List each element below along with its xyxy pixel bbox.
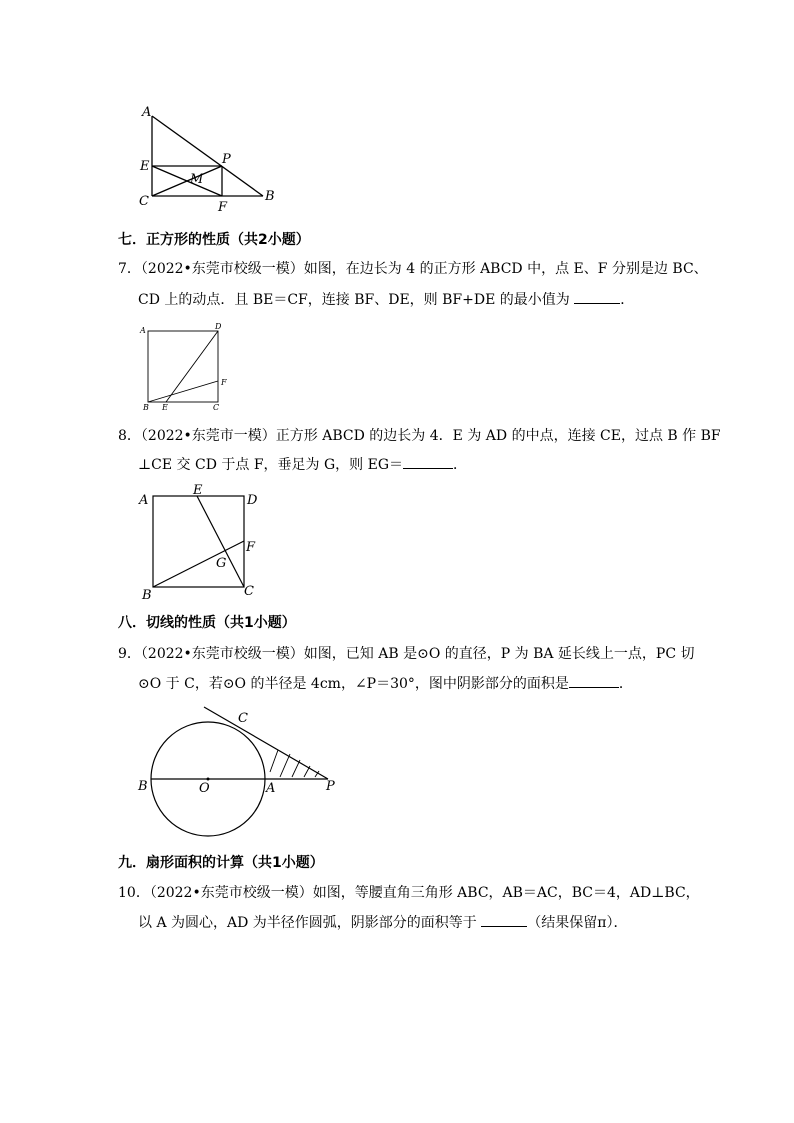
q9-label-b: B [138, 779, 148, 794]
q9-label-a: A [266, 781, 276, 796]
q8-label-c: C [244, 584, 254, 599]
question-10-line2 [138, 913, 627, 933]
q10-line1: （2022•东莞市校级一模）如图，等腰直角三角形 ABC，AB＝AC，BC＝4，AD⊥BC， [149, 885, 700, 901]
q8-label-d: D [247, 493, 258, 508]
q10-answer-blank[interactable] [481, 926, 527, 927]
fig1-label-e: E [140, 159, 150, 174]
section-8-title: 八．切线的性质（共1小题） [118, 615, 296, 631]
q7-label-a: A [140, 326, 146, 335]
fig1-label-a: A [142, 105, 152, 120]
q9-label-p: P [326, 779, 335, 794]
fig1-label-p: P [222, 152, 231, 167]
q9-label-c: C [238, 711, 248, 726]
q8-label-a: A [139, 493, 149, 508]
q10-line2b: （结果保留π）． [527, 915, 628, 931]
fig1-label-b: B [265, 189, 275, 204]
fig1-label-c: C [139, 194, 149, 209]
q7-label-b: B [143, 403, 149, 412]
q7-label-c: C [213, 403, 220, 412]
q9-line2b: ． [618, 676, 633, 692]
q7-line2a: CD 上的动点．且 BE＝CF，连接 BF、DE，则 BF+DE 的最小值为 [138, 292, 570, 308]
q10-line2a: 以 A 为圆心，AD 为半径作圆弧，阴影部分的面积等于 [138, 915, 477, 931]
q7-label-e: E [162, 403, 168, 412]
q8-label-f: F [246, 540, 256, 555]
q8-line1: （2022•东莞市一模）正方形 ABCD 的边长为 4．E 为 AD 的中点，连接 CE，过点 B 作 BF [140, 428, 721, 444]
q7-label-f: F [221, 378, 227, 387]
q7-label-d: D [215, 322, 222, 331]
question-10 [118, 883, 700, 903]
q7-line1: （2022•东莞市校级一模）如图，在边长为 4 的正方形 ABCD 中，点 E、F 分别是边 BC、 [140, 261, 708, 277]
fig1-label-m: M [190, 172, 204, 187]
q9-line2a: ⊙O 于 C，若⊙O 的半径是 4cm，∠P＝30°，图中阴影部分的面积是 [138, 676, 569, 692]
q9-number: 9． [118, 646, 141, 662]
q9-line1: （2022•东莞市校级一模）如图，已知 AB 是⊙O 的直径，P 为 BA 延长线上一点，PC 切 [140, 646, 695, 662]
q9-label-o: O [199, 781, 210, 796]
q8-line2b: ． [453, 457, 468, 473]
q8-label-g: G [216, 556, 227, 571]
section-7-title: 七．正方形的性质（共2小题） [118, 232, 310, 248]
section-9-title: 九．扇形面积的计算（共1小题） [118, 855, 324, 871]
q10-number: 10． [118, 885, 150, 901]
q7-line2b: ． [620, 292, 635, 308]
q8-label-b: B [142, 588, 152, 603]
q7-number: 7． [118, 261, 141, 277]
q8-line2a: ⊥CE 交 CD 于点 F，垂足为 G，则 EG＝ [138, 457, 404, 473]
q8-number: 8． [118, 428, 141, 444]
q8-label-e: E [193, 483, 203, 498]
fig1-label-f: F [218, 200, 228, 215]
